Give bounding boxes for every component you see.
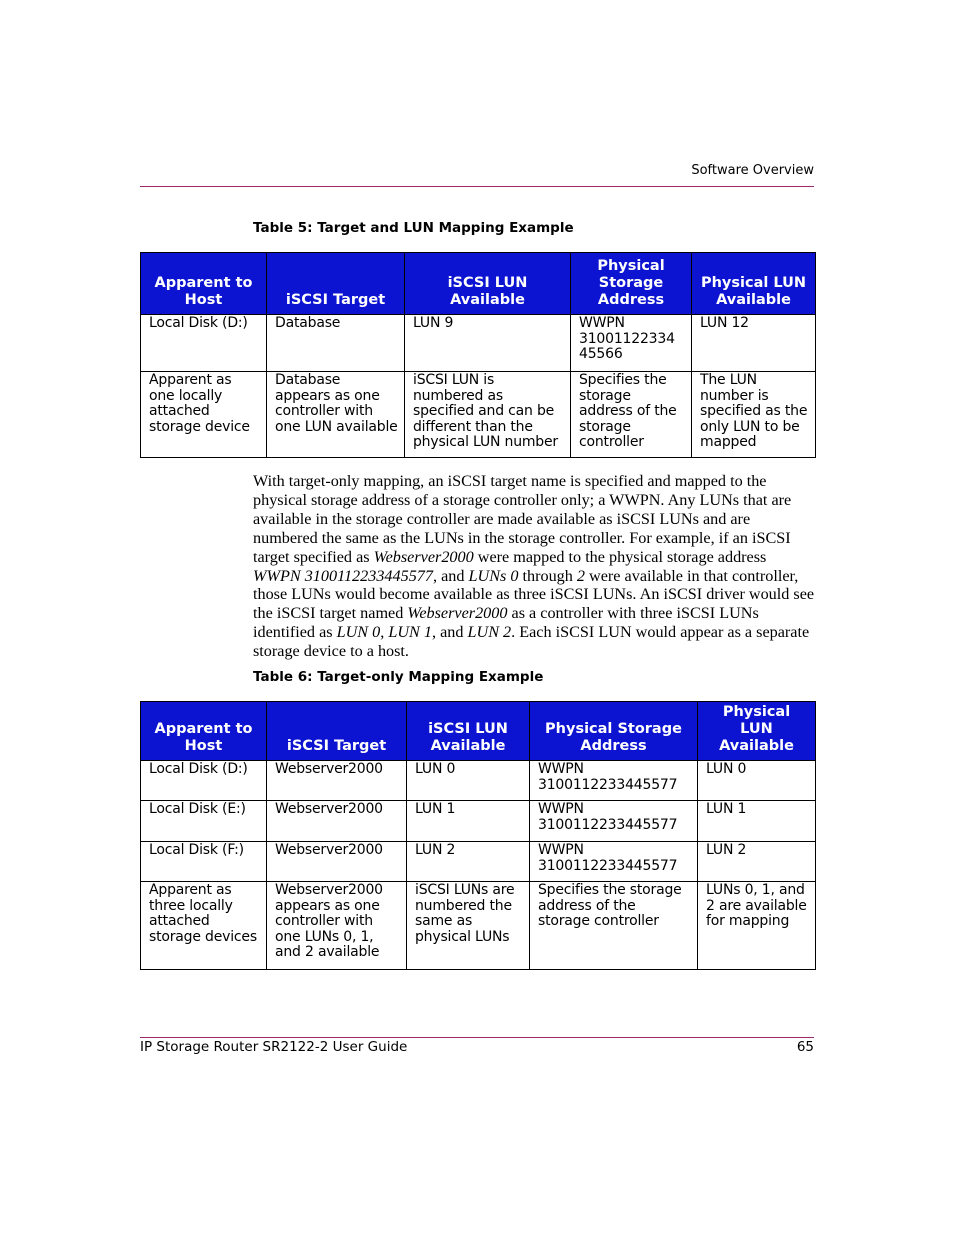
text-run: With target-only mapping, an iSCSI target name is specified and mapped to the physical storage address of a storage controller only; a WWPN. Any LUNs that are available in the storage controller are made available as iSCSI LUNs and are numbered the same as the LUNs in the storage controller. For example, if an iSCSI target specified as [253, 472, 792, 566]
text-run: were available in that controller, those LUNs would become available as three iSCSI LUNs. An iSCSI driver would see the iSCSI target named [253, 566, 815, 623]
table-cell: LUN 0 [407, 761, 530, 801]
table6-caption: Table 6: Target-only Mapping Example [253, 669, 544, 685]
table-cell [530, 761, 698, 801]
table-row [141, 882, 816, 970]
table-cell: Database [267, 315, 405, 372]
emphasis: Webserver2000 [373, 547, 474, 566]
table5-col-header: Apparent to Host [141, 253, 267, 315]
emphasis: LUN 0 [336, 623, 381, 642]
text-run: , and [431, 623, 468, 642]
table-cell: Local Disk (D:) [141, 761, 267, 801]
table-cell: Apparent as three locally attached storage devices [141, 882, 267, 970]
emphasis: Webserver2000 [407, 604, 508, 623]
table-cell: The LUN number is specified as the only LUN to be mapped [692, 372, 816, 458]
table-row [141, 761, 816, 801]
emphasis: LUN 2 [467, 623, 512, 642]
text-run: . Each iSCSI LUN would appear as a separate storage device to a host. [253, 623, 810, 661]
table5 [140, 252, 816, 458]
table-cell: Webserver2000 [267, 842, 407, 882]
text-run: , [380, 623, 389, 642]
table-cell [571, 315, 692, 372]
footer-title: IP Storage Router SR2122-2 User Guide [140, 1039, 408, 1055]
wwpn-value: WWPN 3100112233445577 [538, 842, 678, 874]
table-row [141, 842, 816, 882]
table5-col-header: iSCSI LUN Available [405, 253, 571, 315]
table-cell: Local Disk (F:) [141, 842, 267, 882]
table-cell: Webserver2000 appears as one controller with one LUNs 0, 1, and 2 available [267, 882, 407, 970]
table6-col-header: Physical LUN Available [698, 702, 816, 761]
table5-col-header: Physical Storage Address [571, 253, 692, 315]
table6 [140, 701, 816, 970]
table-cell: Webserver2000 [267, 801, 407, 842]
table5-col-header: Physical LUN Available [692, 253, 816, 315]
wwpn-value: WWPN 31001122334 45566 [579, 315, 675, 363]
wwpn-value: WWPN 3100112233445577 [538, 761, 678, 793]
table-cell: LUN 2 [407, 842, 530, 882]
table6-col-header: iSCSI Target [267, 702, 407, 761]
table-cell: LUN 1 [698, 801, 816, 842]
table-cell: Local Disk (E:) [141, 801, 267, 842]
emphasis: LUNs 0 [468, 566, 519, 585]
table6-col-header: Apparent to Host [141, 702, 267, 761]
footer-rule [140, 1037, 814, 1038]
table-cell: LUN 2 [698, 842, 816, 882]
table-row [141, 315, 816, 372]
table-row [141, 372, 816, 458]
table-cell: Specifies the storage address of the storage controller [571, 372, 692, 458]
table-cell: Specifies the storage address of the storage controller [530, 882, 698, 970]
table-cell: Webserver2000 [267, 761, 407, 801]
body-paragraph [253, 472, 815, 661]
text-run: as a controller with three iSCSI LUNs identified as [253, 604, 759, 642]
header-rule [140, 186, 814, 187]
table-row [141, 801, 816, 842]
table5-header-row [141, 253, 816, 315]
table-cell: LUN 0 [698, 761, 816, 801]
table-cell: iSCSI LUN is numbered as specified and can be different than the physical LUN number [405, 372, 571, 458]
emphasis: WWPN 3100112233445577 [253, 566, 433, 585]
text-run: through [518, 566, 577, 585]
table-cell: Local Disk (D:) [141, 315, 267, 372]
wwpn-value: WWPN 3100112233445577 [538, 801, 678, 833]
table6-header-row [141, 702, 816, 761]
text-run: were mapped to the physical storage address [473, 547, 767, 566]
running-header: Software Overview [691, 163, 814, 178]
text-run: , and [433, 566, 469, 585]
table6-col-header: iSCSI LUN Available [407, 702, 530, 761]
emphasis: LUN 1 [388, 623, 432, 642]
table-cell: Apparent as one locally attached storage device [141, 372, 267, 458]
table-cell [530, 842, 698, 882]
table-cell: LUN 1 [407, 801, 530, 842]
emphasis: 2 [576, 566, 585, 585]
table-cell: iSCSI LUNs are numbered the same as physical LUNs [407, 882, 530, 970]
page-number: 65 [796, 1039, 814, 1055]
table5-caption: Table 5: Target and LUN Mapping Example [253, 220, 574, 236]
table-cell: LUN 9 [405, 315, 571, 372]
table-cell: LUN 12 [692, 315, 816, 372]
table-cell [530, 801, 698, 842]
table5-col-header: iSCSI Target [267, 253, 405, 315]
table-cell: Database appears as one controller with one LUN available [267, 372, 405, 458]
table6-col-header: Physical Storage Address [530, 702, 698, 761]
table-cell: LUNs 0, 1, and 2 are available for mapping [698, 882, 816, 970]
